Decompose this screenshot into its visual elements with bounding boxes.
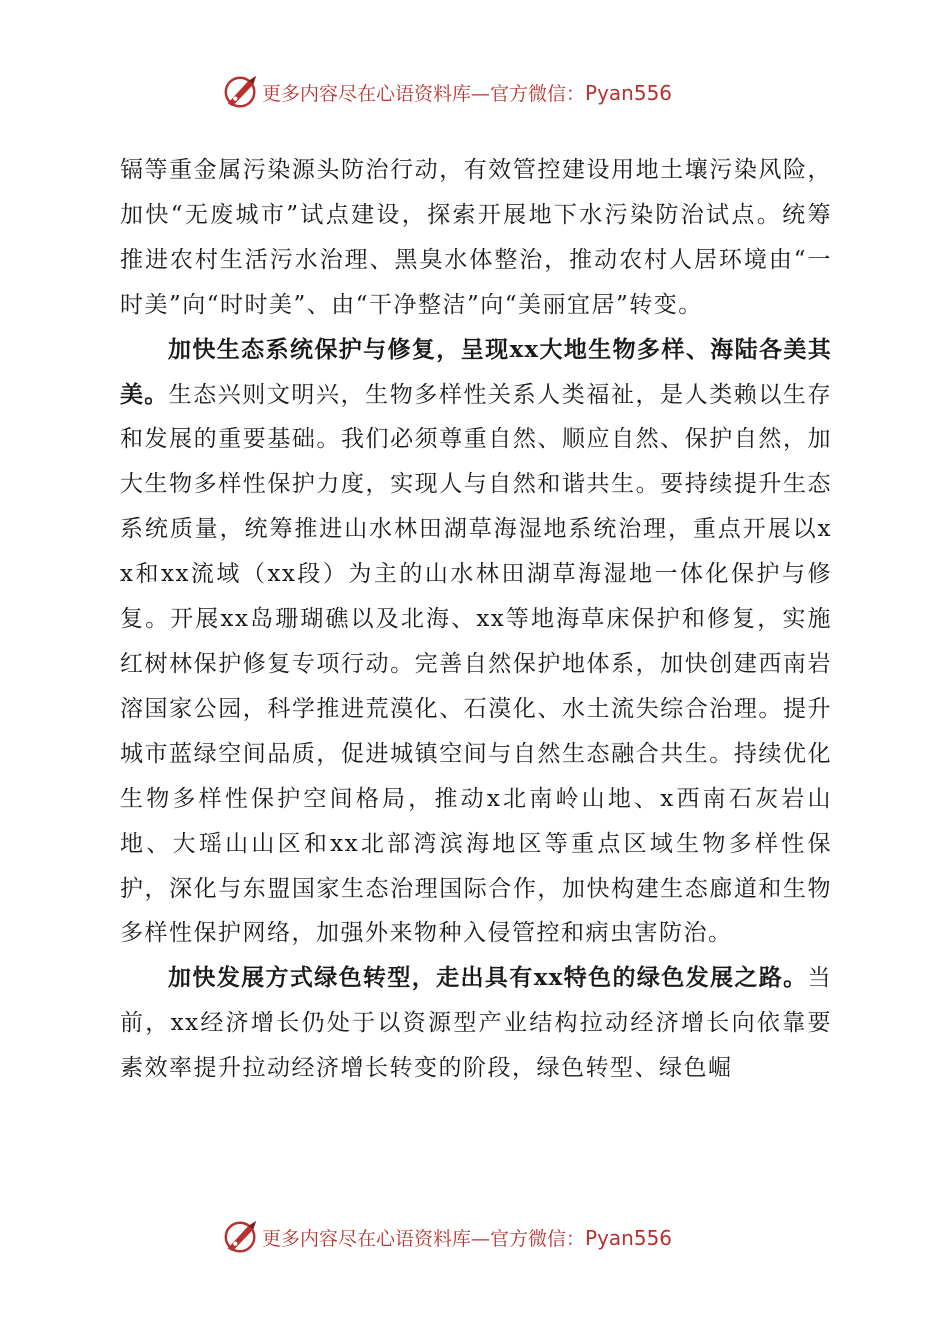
header-banner	[222, 70, 742, 114]
footer-banner	[222, 1215, 742, 1259]
document-body	[120, 148, 832, 1091]
paragraph-2-body: 生态兴则文明兴，生物多样性关系人类福祉，是人类赖以生存和发展的重要基础。我们必须尊重自然、顺应自然、保护自然，加大生物多样性保护力度，实现人与自然和谐共生。要持续提升生态系统质量，统筹推进山水林田湖草海湿地系统治理，重点开展以xx和xx流域（xx段）为主的山水林田湖草海湿地一体化保护与修复。开展xx岛珊瑚礁以及北海、xx等地海草床保护和修复，实施红树林保护修复专项行动。完善自然保护地体系，加快创建西南岩溶国家公园，科学推进荒漠化、石漠化、水土流失综合治理。提升城市蓝绿空间品质，促进城镇空间与自然生态融合共生。持续优化生物多样性保护空间格局，推动x北南岭山地、x西南石灰岩山地、大瑶山山区和xx北部湾滨海地区等重点区域生物多样性保护，深化与东盟国家生态治理国际合作，加快构建生态廊道和生物多样性保护网络，加强外来物种入侵管控和病虫害防治。	[120, 381, 833, 947]
banner-text	[262, 1224, 672, 1251]
banner-wechat-id: Pyan556	[585, 1225, 673, 1250]
pen-logo-icon	[222, 1218, 260, 1256]
paragraph-3-body: 当前，xx经济增长仍处于以资源型产业结构拉动经济增长向依靠要素效率提升拉动经济增长转变的阶段，绿色转型、绿色崛	[120, 965, 832, 1082]
banner-wechat-id: Pyan556	[585, 80, 673, 105]
banner-slogan: 更多内容尽在心语资料库—官方微信：	[262, 1227, 586, 1250]
paragraph-1-body: 镉等重金属污染源头防治行动，有效管控建设用地土壤污染风险，加快“无废城市”试点建设，探索开展地下水污染防治试点。统筹推进农村生活污水治理、黑臭水体整治，推动农村人居环境由“一时美”向“时时美”、由“干净整洁”向“美丽宜居”转变。	[120, 157, 832, 318]
paragraph-2	[120, 328, 832, 957]
banner-text	[262, 79, 672, 106]
pen-logo-icon	[222, 73, 260, 111]
paragraph-3	[120, 956, 832, 1091]
paragraph-3-lead: 加快发展方式绿色转型，走出具有xx特色的绿色发展之路。	[168, 964, 808, 992]
paragraph-1	[120, 148, 832, 328]
banner-slogan: 更多内容尽在心语资料库—官方微信：	[262, 82, 586, 105]
paragraph-2-lead: 加快生态系统保护与修复，呈现xx大地生物多样、海陆各美其美。	[120, 335, 832, 408]
